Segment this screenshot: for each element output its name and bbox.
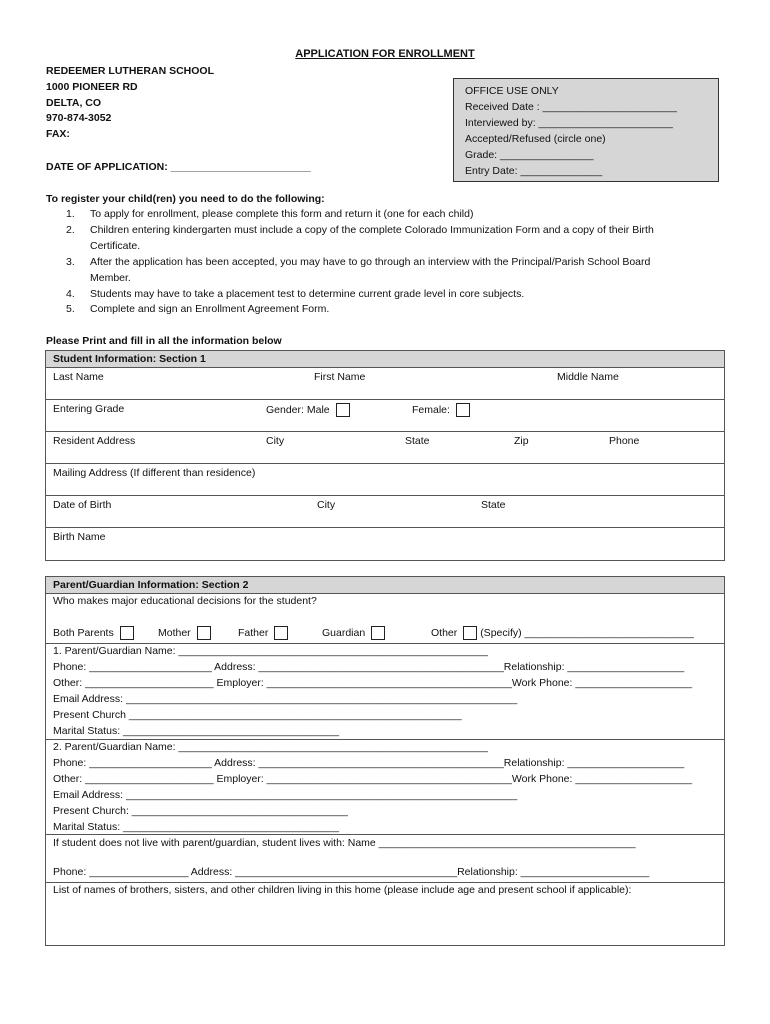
decision-row (46, 594, 724, 644)
list-item: Certificate. (90, 239, 141, 252)
school-phone: 970-874-3052 (46, 112, 112, 125)
school-name: REDEEMER LUTHERAN SCHOOL (46, 65, 215, 77)
parent1-phone-line[interactable]: Phone: _____________________ Address: __________________________________________Relationship: ____________________ (53, 660, 685, 673)
guardian-option: Guardian (322, 626, 385, 640)
student-information-section (45, 350, 725, 561)
last-name-field[interactable]: Last Name (53, 371, 104, 383)
parent1-church-field[interactable]: Present Church _________________________________________________________ (53, 708, 462, 721)
specify-field[interactable]: (Specify) _____________________________ (480, 626, 694, 639)
entering-grade-field[interactable]: Entering Grade (53, 403, 125, 415)
list-item: 1. To apply for enrollment, please complete this form and return it (one for each child) (66, 208, 474, 220)
city-field[interactable]: City (266, 435, 285, 447)
birth-name-row (46, 528, 724, 560)
siblings-field[interactable]: List of names of brothers, sisters, and other children living in this home (please include age and present school if applicable): (53, 884, 632, 896)
date-of-birth-field[interactable]: Date of Birth (53, 499, 112, 511)
list-item: 4. Students may have to take a placement test to determine current grade level in core subjects. (66, 287, 525, 300)
female-label: Female: (412, 403, 470, 417)
parent2-email-field[interactable]: Email Address: ___________________________________________________________________ (53, 788, 518, 801)
lives-with-name-field[interactable]: If student does not live with parent/guardian, student lives with: Name ____________________________________________ (53, 837, 636, 849)
accepted-refused-field[interactable]: Accepted/Refused (circle one) (465, 132, 606, 145)
mailing-address-field[interactable]: Mailing Address (If different than residence) (53, 467, 256, 479)
lives-with-row (46, 835, 724, 883)
first-name-field[interactable]: First Name (314, 371, 366, 383)
parent1-marital-field[interactable]: Marital Status: _____________________________________ (53, 724, 340, 737)
both-parents-checkbox[interactable] (120, 626, 134, 640)
list-item: Member. (90, 271, 131, 284)
school-fax: FAX: (46, 128, 70, 141)
instructions-list (46, 207, 770, 318)
list-item: 2. Children entering kindergarten must include a copy of the complete Colorado Immunization Form and a copy of their Birth (66, 223, 654, 236)
parent2-church-field[interactable]: Present Church: _____________________________________ (53, 804, 348, 817)
parent2-name-field[interactable]: 2. Parent/Guardian Name: _____________________________________________________ (53, 741, 488, 753)
parent1-name-field[interactable]: 1. Parent/Guardian Name: _____________________________________________________ (53, 645, 488, 657)
grade-gender-row (46, 400, 724, 432)
instructions-heading: To register your child(ren) you need to do the following: (46, 193, 325, 205)
parent1-other-line[interactable]: Other: ______________________ Employer: __________________________________________Work Phone: ____________________ (53, 676, 693, 689)
school-city: DELTA, CO (46, 96, 102, 109)
address-row (46, 432, 724, 464)
state-field[interactable]: State (405, 435, 430, 447)
interviewed-by-field[interactable]: Interviewed by: _______________________ (465, 116, 673, 129)
birth-state-field[interactable]: State (481, 499, 506, 511)
form-title: APPLICATION FOR ENROLLMENT (295, 48, 475, 60)
resident-address-field[interactable]: Resident Address (53, 435, 136, 447)
section2-title: Parent/Guardian Information: Section 2 (46, 577, 724, 594)
mother-option: Mother (158, 626, 211, 640)
parent-guardian-section (45, 576, 725, 946)
both-parents-option: Both Parents (53, 626, 134, 640)
female-checkbox[interactable] (456, 403, 470, 417)
parent2-phone-line[interactable]: Phone: _____________________ Address: __________________________________________Relationship: ____________________ (53, 756, 685, 769)
birth-city-field[interactable]: City (317, 499, 336, 511)
entry-date-field[interactable]: Entry Date: ______________ (465, 164, 603, 177)
siblings-row (46, 883, 724, 945)
parent1-email-field[interactable]: Email Address: ___________________________________________________________________ (53, 692, 518, 705)
zip-field[interactable]: Zip (514, 435, 529, 447)
date-of-application-field[interactable]: DATE OF APPLICATION: ________________________ (46, 161, 311, 173)
parent-1-block (46, 644, 724, 740)
grade-field[interactable]: Grade: ________________ (465, 148, 594, 161)
mother-checkbox[interactable] (197, 626, 211, 640)
father-option: Father (238, 626, 288, 640)
birth-name-field[interactable]: Birth Name (53, 531, 106, 543)
school-address: 1000 PIONEER RD (46, 80, 138, 93)
office-use-box (453, 78, 719, 182)
gender-male-label: Gender: Male (266, 403, 350, 417)
decision-question: Who makes major educational decisions for the student? (53, 595, 317, 607)
office-title: OFFICE USE ONLY (465, 85, 559, 97)
fill-heading: Please Print and fill in all the information below (46, 335, 282, 347)
school-info (46, 64, 214, 143)
middle-name-field[interactable]: Middle Name (557, 371, 619, 383)
parent2-other-line[interactable]: Other: ______________________ Employer: __________________________________________Work Phone: ____________________ (53, 772, 693, 785)
birth-row (46, 496, 724, 528)
parent2-marital-field[interactable]: Marital Status: _____________________________________ (53, 820, 340, 833)
mailing-row (46, 464, 724, 496)
list-item: 5. Complete and sign an Enrollment Agreement Form. (66, 303, 330, 316)
received-date-field[interactable]: Received Date : _______________________ (465, 100, 677, 113)
parent-2-block (46, 740, 724, 835)
father-checkbox[interactable] (274, 626, 288, 640)
other-checkbox[interactable] (463, 626, 477, 640)
male-checkbox[interactable] (336, 403, 350, 417)
section1-title: Student Information: Section 1 (46, 351, 724, 368)
other-option: Other (Specify) _____________________________ (431, 626, 694, 639)
list-item: 3. After the application has been accepted, you may have to go through an interview with the Principal/Parish School Board (66, 255, 651, 268)
name-row (46, 368, 724, 400)
guardian-checkbox[interactable] (371, 626, 385, 640)
phone-field[interactable]: Phone (609, 435, 640, 447)
lives-with-contact-line[interactable]: Phone: _________________ Address: ______________________________________Relationship: ______________________ (53, 866, 650, 878)
